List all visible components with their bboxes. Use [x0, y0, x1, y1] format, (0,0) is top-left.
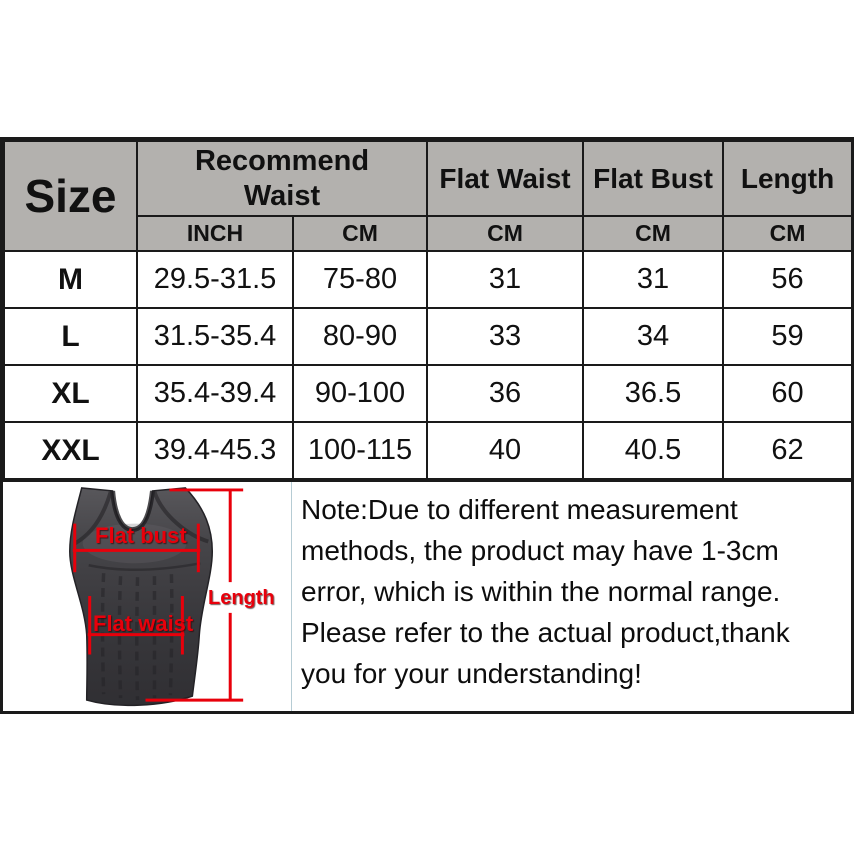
xxl-flat-waist: 40: [427, 422, 583, 479]
m-waist-inch: 29.5-31.5: [137, 251, 293, 308]
col-header-length: Length: [723, 141, 852, 216]
unit-cm-length: CM: [723, 216, 852, 251]
measurement-diagram: [3, 482, 292, 711]
xl-flat-waist: 36: [427, 365, 583, 422]
l-flat-bust: 34: [583, 308, 723, 365]
note-line-4: Please refer to the actual product,thank: [301, 617, 790, 648]
table-row-l: [4, 308, 852, 365]
note-line-3: error, which is within the normal range.: [301, 576, 781, 607]
col-header-flat-bust: Flat Bust: [583, 141, 723, 216]
xxl-waist-cm: 100-115: [293, 422, 427, 479]
size-l: L: [4, 308, 137, 365]
measurement-section: [3, 480, 851, 711]
l-length: 59: [723, 308, 852, 365]
xl-waist-inch: 35.4-39.4: [137, 365, 293, 422]
unit-inch: INCH: [137, 216, 293, 251]
size-xl: XL: [4, 365, 137, 422]
l-flat-waist: 33: [427, 308, 583, 365]
xxl-length: 62: [723, 422, 852, 479]
table-row-xxl: [4, 422, 852, 479]
recommend-waist-line2: Waist: [243, 179, 321, 212]
m-length: 56: [723, 251, 852, 308]
l-waist-cm: 80-90: [293, 308, 427, 365]
unit-cm-flat-bust: CM: [583, 216, 723, 251]
xxl-flat-bust: 40.5: [583, 422, 723, 479]
table-row-xl: [4, 365, 852, 422]
l-waist-inch: 31.5-35.4: [137, 308, 293, 365]
length-label: Length: [208, 587, 275, 609]
header-row-main: [4, 141, 852, 216]
note-line-1: Note:Due to different measurement: [301, 494, 738, 525]
size-xxl: XXL: [4, 422, 137, 479]
col-header-recommend-waist: [137, 141, 427, 216]
flat-waist-label: Flat waist: [93, 611, 194, 636]
recommend-waist-line1: Recommend: [194, 144, 370, 177]
unit-cm-flat-waist: CM: [427, 216, 583, 251]
note-line-5: you for your understanding!: [301, 658, 642, 689]
flat-bust-label: Flat bust: [95, 523, 187, 548]
col-header-size: Size: [4, 141, 137, 251]
m-flat-bust: 31: [583, 251, 723, 308]
xl-flat-bust: 36.5: [583, 365, 723, 422]
xl-length: 60: [723, 365, 852, 422]
table-row-m: [4, 251, 852, 308]
size-table: [3, 140, 853, 480]
m-waist-cm: 75-80: [293, 251, 427, 308]
col-header-flat-waist: Flat Waist: [427, 141, 583, 216]
size-chart-block: [0, 137, 854, 714]
xxl-waist-inch: 39.4-45.3: [137, 422, 293, 479]
xl-waist-cm: 90-100: [293, 365, 427, 422]
unit-cm-waist: CM: [293, 216, 427, 251]
note-line-2: methods, the product may have 1-3cm: [301, 535, 779, 566]
note-text: [292, 482, 851, 711]
m-flat-waist: 31: [427, 251, 583, 308]
size-m: M: [4, 251, 137, 308]
